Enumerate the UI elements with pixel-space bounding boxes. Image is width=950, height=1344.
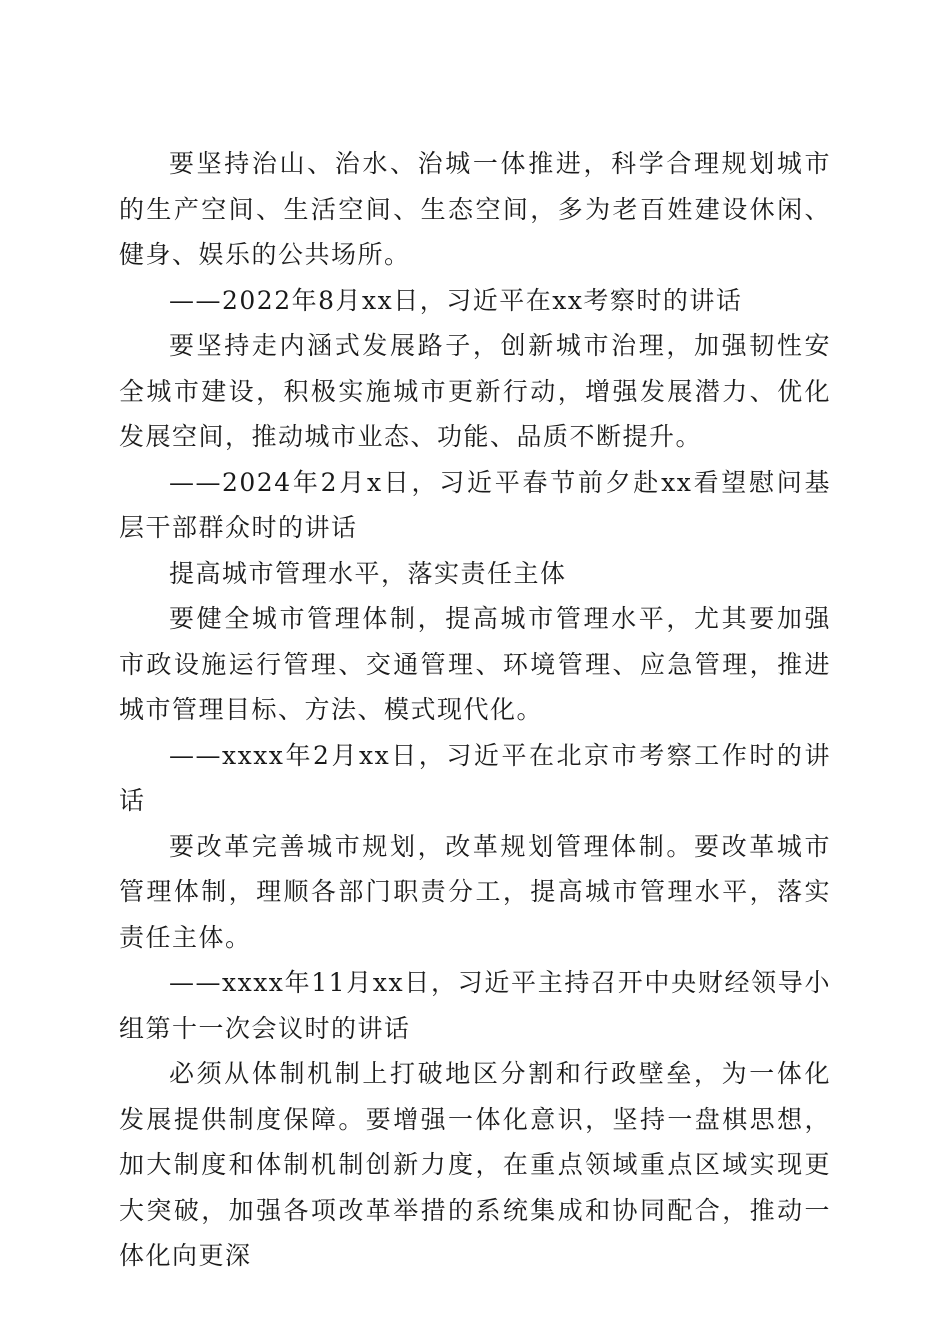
paragraph-source-2: ——2024年2月x日，习近平春节前夕赴xx看望慰问基层干部群众时的讲话: [119, 467, 831, 542]
section-heading: 提高城市管理水平，落实责任主体: [169, 558, 567, 588]
document-body: [119, 141, 831, 1279]
paragraph-quote-3: 要健全城市管理体制，提高城市管理水平，尤其要加强市政设施运行管理、交通管理、环境管理、应急管理，推进城市管理目标、方法、模式现代化。: [119, 604, 831, 724]
paragraph-source-3: ——xxxx年2月xx日，习近平在北京市考察工作时的讲话: [119, 740, 831, 815]
paragraph-source-1: ——2022年8月xx日，习近平在xx考察时的讲话: [169, 285, 743, 315]
paragraph-quote-5: 必须从体制机制上打破地区分割和行政壁垒，为一体化发展提供制度保障。要增强一体化意识，坚持一盘棋思想，加大制度和体制机制创新力度，在重点领域重点区域实现更大突破，加强各项改革举措的系统集成和协同配合，推动一体化向更深: [119, 1059, 831, 1270]
paragraph-quote-4: 要改革完善城市规划，改革规划管理体制。要改革城市管理体制，理顺各部门职责分工，提高城市管理水平，落实责任主体。: [119, 831, 831, 952]
paragraph-source-4: ——xxxx年11月xx日，习近平主持召开中央财经领导小组第十一次会议时的讲话: [119, 968, 831, 1043]
paragraph-quote-2: 要坚持走内涵式发展路子，创新城市治理，加强韧性安全城市建设，积极实施城市更新行动，增强发展潜力、优化发展空间，推动城市业态、功能、品质不断提升。: [119, 331, 831, 451]
paragraph-quote-1: 要坚持治山、治水、治城一体推进，科学合理规划城市的生产空间、生活空间、生态空间，多为老百姓建设休闲、健身、娱乐的公共场所。: [119, 149, 831, 269]
